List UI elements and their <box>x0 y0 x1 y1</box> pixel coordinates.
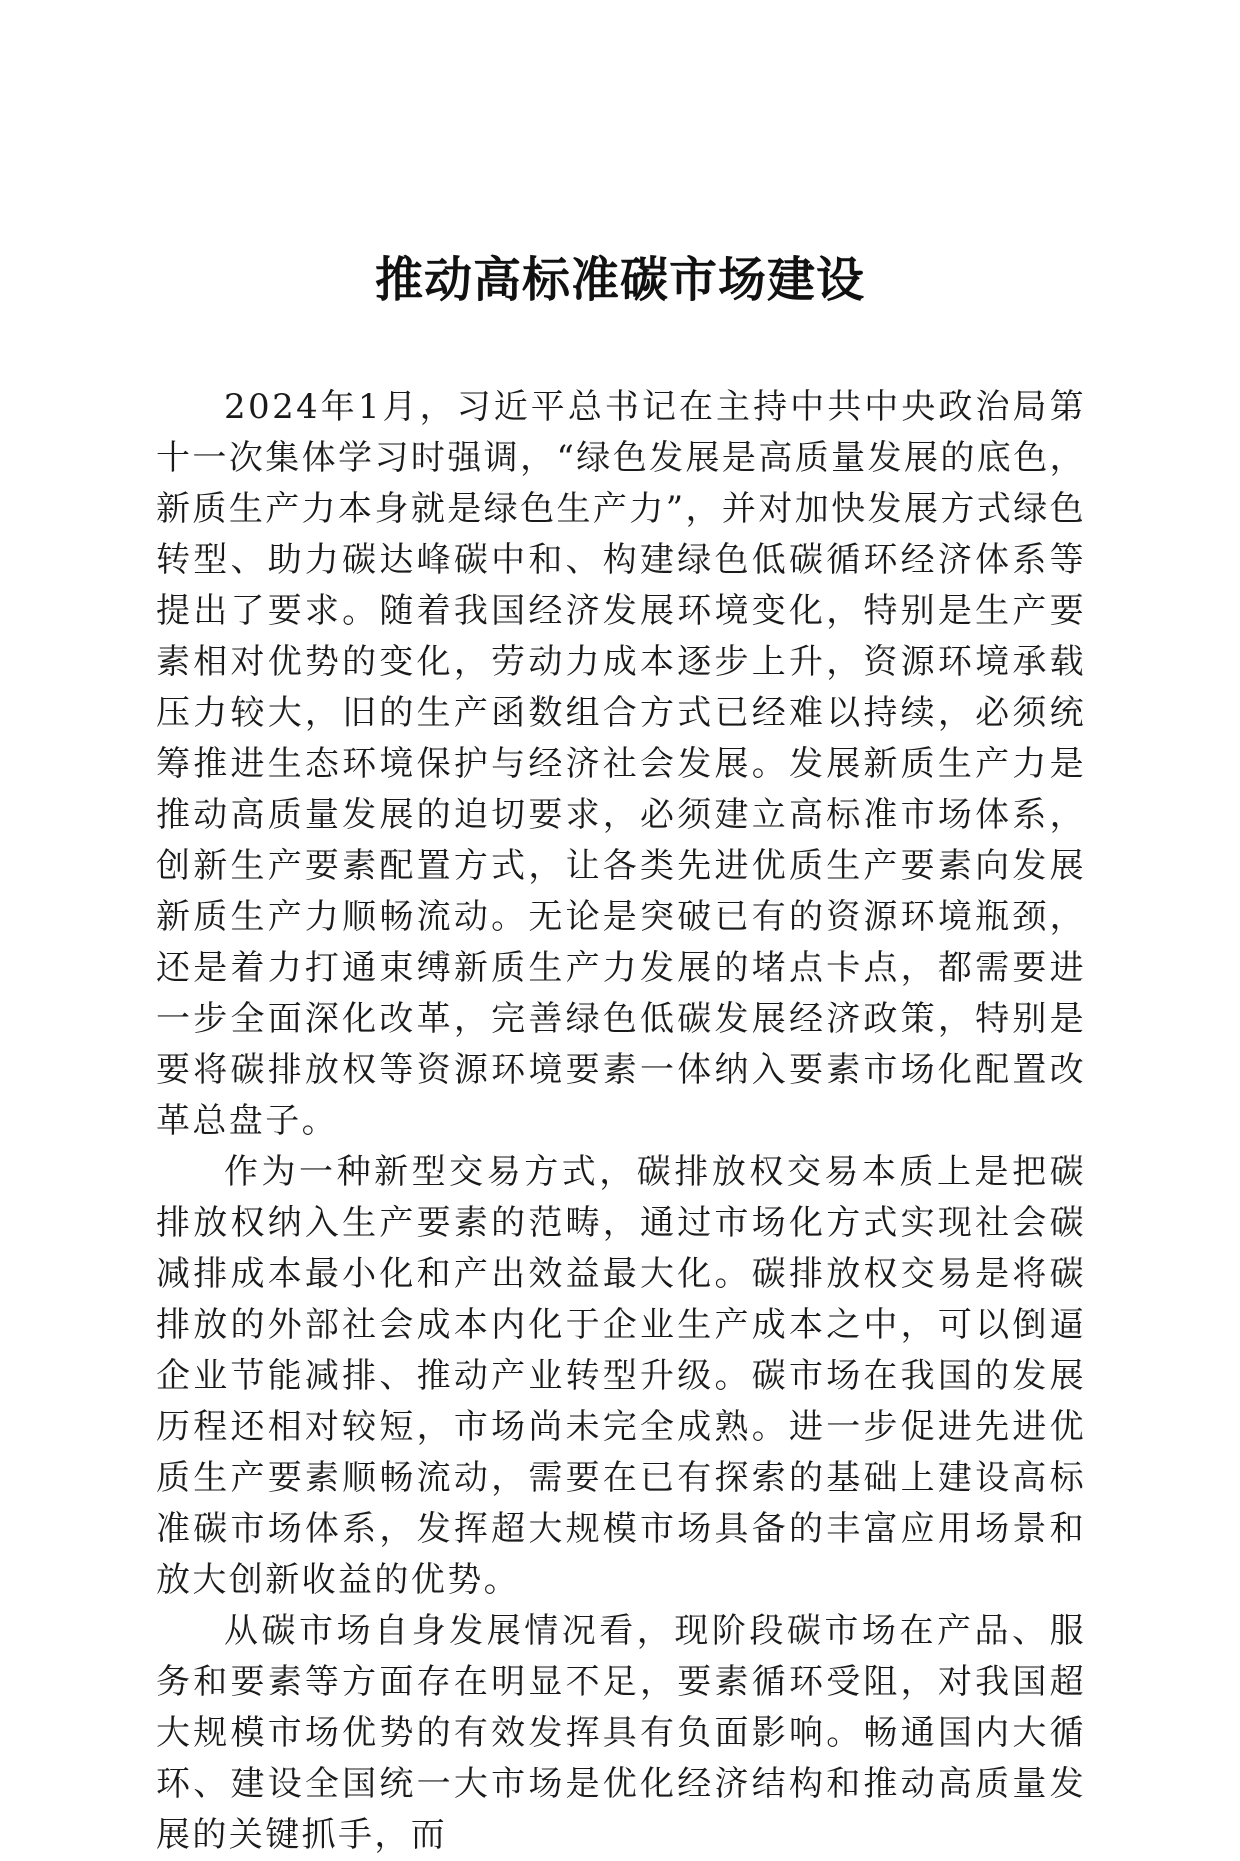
document-body <box>156 382 1086 1861</box>
paragraph-3: 从碳市场自身发展情况看，现阶段碳市场在产品、服务和要素等方面存在明显不足，要素循环受阻，对我国超大规模市场优势的有效发挥具有负面影响。畅通国内大循环、建设全国统一大市场是优化经济结构和推动高质量发展的关键抓手，而 <box>156 1611 1086 1855</box>
document-title: 推动高标准碳市场建设 <box>374 252 865 308</box>
paragraph-1: 2024年1月，习近平总书记在主持中共中央政治局第十一次集体学习时强调，“绿色发展是高质量发展的底色，新质生产力本身就是绿色生产力”，并对加快发展方式绿色转型、助力碳达峰碳中和、构建绿色低碳循环经济体系等提出了要求。随着我国经济发展环境变化，特别是生产要素相对优势的变化，劳动力成本逐步上升，资源环境承载压力较大，旧的生产函数组合方式已经难以持续，必须统筹推进生态环境保护与经济社会发展。发展新质生产力是推动高质量发展的迫切要求，必须建立高标准市场体系，创新生产要素配置方式，让各类先进优质生产要素向发展新质生产力顺畅流动。无论是突破已有的资源环境瓶颈，还是着力打通束缚新质生产力发展的堵点卡点，都需要进一步全面深化改革，完善绿色低碳发展经济政策，特别是要将碳排放权等资源环境要素一体纳入要素市场化配置改革总盘子。 <box>156 387 1086 1141</box>
paragraph-2: 作为一种新型交易方式，碳排放权交易本质上是把碳排放权纳入生产要素的范畴，通过市场化方式实现社会碳减排成本最小化和产出效益最大化。碳排放权交易是将碳排放的外部社会成本内化于企业生产成本之中，可以倒逼企业节能减排、推动产业转型升级。碳市场在我国的发展历程还相对较短，市场尚未完全成熟。进一步促进先进优质生产要素顺畅流动，需要在已有探索的基础上建设高标准碳市场体系，发挥超大规模市场具备的丰富应用场景和放大创新收益的优势。 <box>156 1152 1086 1600</box>
